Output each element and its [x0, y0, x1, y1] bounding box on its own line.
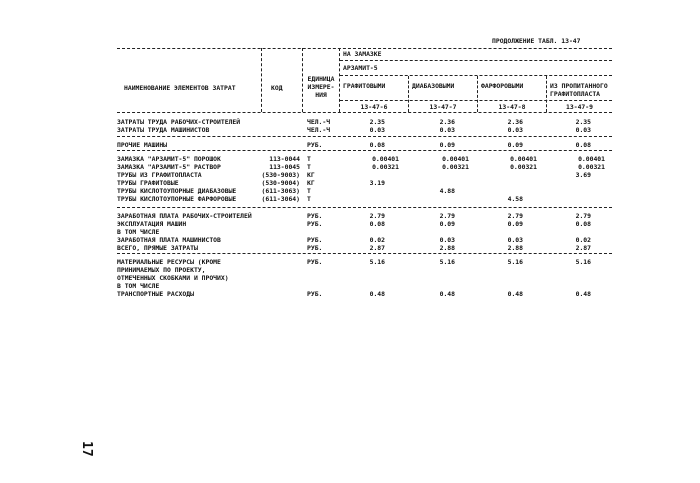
column-header-code: КОД	[271, 84, 283, 92]
row-value: 0.48	[507, 290, 523, 298]
row-value: 3.69	[575, 171, 591, 179]
row-name: ЗАРАБОТНАЯ ПЛАТА МАШИНИСТОВ	[117, 236, 221, 244]
row-value: 2.79	[575, 212, 591, 220]
row-unit: РУБ.	[307, 290, 323, 298]
row-value: 0.00401	[510, 155, 537, 163]
row-unit: Т	[307, 195, 311, 203]
row-name: В ТОМ ЧИСЛЕ	[117, 228, 160, 236]
section-rule-4	[117, 253, 612, 254]
row-value: 2.88	[439, 244, 455, 252]
row-code: 113-0044	[269, 155, 300, 163]
row-name: ЗАТРАТЫ ТРУДА МАШИНИСТОВ	[117, 126, 210, 134]
row-value: 0.03	[369, 126, 385, 134]
row-value: 0.08	[575, 220, 591, 228]
variant-code-6: 13-47-6	[360, 103, 388, 111]
row-value: 5.16	[575, 258, 591, 266]
row-value: 5.16	[439, 258, 455, 266]
row-unit: Т	[307, 155, 311, 163]
column-header-name: НАИМЕНОВАНИЕ ЭЛЕМЕНТОВ ЗАТРАТ	[124, 84, 236, 92]
variant-label-rule	[340, 100, 612, 101]
row-value: 0.03	[507, 126, 523, 134]
row-code: (530-9004)	[261, 179, 300, 187]
subgroup-header: АРЗАМИТ-5	[343, 64, 378, 72]
row-name: МАТЕРИАЛЬНЫЕ РЕСУРСЫ (КРОМЕ	[117, 258, 221, 266]
section-rule-2	[117, 150, 612, 151]
row-value: 4.58	[507, 195, 523, 203]
header-top-rule	[117, 48, 612, 49]
row-name: ЗАТРАТЫ ТРУДА РАБОЧИХ-СТРОИТЕЛЕЙ	[117, 118, 241, 126]
row-unit: РУБ.	[307, 236, 323, 244]
row-value: 2.87	[575, 244, 591, 252]
variant-code-8: 13-47-8	[498, 103, 526, 111]
row-value: 2.87	[369, 244, 385, 252]
col-divider-code	[261, 48, 262, 112]
row-value: 2.35	[575, 118, 591, 126]
row-value: 0.09	[507, 141, 523, 149]
variant-label-porcelain: ФАРФОРОВЫМИ	[481, 82, 524, 90]
row-value: 0.00401	[578, 155, 605, 163]
row-value: 0.03	[507, 236, 523, 244]
row-name: ОТМЕЧЕННЫХ СКОБКАМИ И ПРОЧИХ)	[117, 274, 229, 282]
variant-label-diabase: ДИАБАЗОВЫМИ	[412, 82, 455, 90]
column-header-unit-3: НИЯ	[315, 91, 327, 99]
variant-label-graphite: ГРАФИТОВЫМИ	[343, 82, 386, 90]
row-value: 2.79	[369, 212, 385, 220]
row-code: 113-0045	[269, 163, 300, 171]
row-name: ЗАМАЗКА "АРЗАМИТ-5" ПОРОШОК	[117, 155, 221, 163]
row-value: 5.16	[507, 258, 523, 266]
row-name: ЗАМАЗКА "АРЗАМИТ-5" РАСТВОР	[117, 163, 221, 171]
row-name: ВСЕГО, ПРЯМЫЕ ЗАТРАТЫ	[117, 244, 198, 252]
row-code: (611-3063)	[261, 187, 300, 195]
row-unit: РУБ.	[307, 244, 323, 252]
variant-label-impregnated-2: ГРАФИТОПЛАСТА	[550, 90, 601, 98]
row-value: 0.08	[575, 141, 591, 149]
row-name: ТРУБЫ ГРАФИТОВЫЕ	[117, 179, 179, 187]
row-value: 2.35	[369, 118, 385, 126]
row-value: 2.79	[507, 212, 523, 220]
header-bottom-rule	[117, 112, 612, 113]
variant-code-9: 13-47-9	[566, 103, 593, 111]
row-value: 0.00321	[510, 163, 537, 171]
row-value: 0.09	[439, 141, 455, 149]
row-value: 2.88	[507, 244, 523, 252]
row-code: (611-3064)	[261, 195, 300, 203]
row-name: ТРАНСПОРТНЫЕ РАСХОДЫ	[117, 290, 194, 298]
row-unit: Т	[307, 163, 311, 171]
row-unit: Т	[307, 187, 311, 195]
section-rule-1	[117, 136, 612, 137]
subgroup-rule	[340, 75, 612, 76]
row-name: В ТОМ ЧИСЛЕ	[117, 282, 160, 290]
row-value: 0.00401	[442, 155, 469, 163]
row-value: 0.48	[439, 290, 455, 298]
row-value: 0.09	[507, 220, 523, 228]
row-name: ТРУБЫ КИСЛОТОУПОРНЫЕ ДИАБАЗОВЫЕ	[117, 187, 237, 195]
row-value: 0.08	[369, 220, 385, 228]
row-value: 0.03	[439, 236, 455, 244]
group-header: НА ЗАМАЗКЕ	[343, 50, 382, 58]
row-value: 0.00321	[442, 163, 469, 171]
row-value: 0.48	[575, 290, 591, 298]
row-value: 0.09	[439, 220, 455, 228]
row-value: 0.03	[439, 126, 455, 134]
row-unit: ЧЕЛ.-Ч	[307, 118, 331, 126]
row-value: 0.48	[369, 290, 385, 298]
row-value: 0.00321	[372, 163, 399, 171]
row-unit: РУБ.	[307, 258, 323, 266]
column-header-unit-1: ЕДИНИЦА	[307, 75, 335, 83]
section-rule-3	[117, 207, 612, 208]
row-value: 0.00321	[578, 163, 605, 171]
row-value: 2.36	[507, 118, 523, 126]
row-name: ТРУБЫ ИЗ ГРАФИТОПЛАСТА	[117, 171, 202, 179]
row-value: 2.36	[439, 118, 455, 126]
row-unit: РУБ.	[307, 212, 323, 220]
row-code: (530-9003)	[261, 171, 300, 179]
row-name: ЗАРАБОТНАЯ ПЛАТА РАБОЧИХ-СТРОИТЕЛЕЙ	[117, 212, 252, 220]
row-value: 4.88	[439, 187, 455, 195]
row-value: 0.02	[575, 236, 591, 244]
row-name: ТРУБЫ КИСЛОТОУПОРНЫЕ ФАРФОРОВЫЕ	[117, 195, 237, 203]
row-unit: КГ	[307, 171, 315, 179]
variant-label-impregnated-1: ИЗ ПРОПИТАННОГО	[550, 82, 608, 90]
continuation-title: ПРОДОЛЖЕНИЕ ТАБЛ. 13-47	[492, 37, 581, 45]
row-value: 0.00401	[372, 155, 399, 163]
row-unit: РУБ.	[307, 220, 323, 228]
group-rule	[340, 60, 612, 61]
row-value: 5.16	[369, 258, 385, 266]
variant-code-7: 13-47-7	[429, 103, 457, 111]
row-name: ПРИНИМАЕМЫХ ПО ПРОЕКТУ,	[117, 266, 206, 274]
row-unit: РУБ.	[307, 141, 323, 149]
row-unit: КГ	[307, 179, 315, 187]
row-value: 2.79	[439, 212, 455, 220]
row-value: 3.19	[369, 179, 385, 187]
row-value: 0.08	[369, 141, 385, 149]
page-number: 17	[79, 441, 94, 457]
column-header-unit-2: ИЗМЕРЕ-	[307, 83, 335, 91]
row-name: ЭКСПЛУАТАЦИЯ МАШИН	[117, 220, 187, 228]
row-value: 0.02	[369, 236, 385, 244]
row-unit: ЧЕЛ.-Ч	[307, 126, 331, 134]
row-name: ПРОЧИЕ МАШИНЫ	[117, 141, 168, 149]
row-value: 0.03	[575, 126, 591, 134]
